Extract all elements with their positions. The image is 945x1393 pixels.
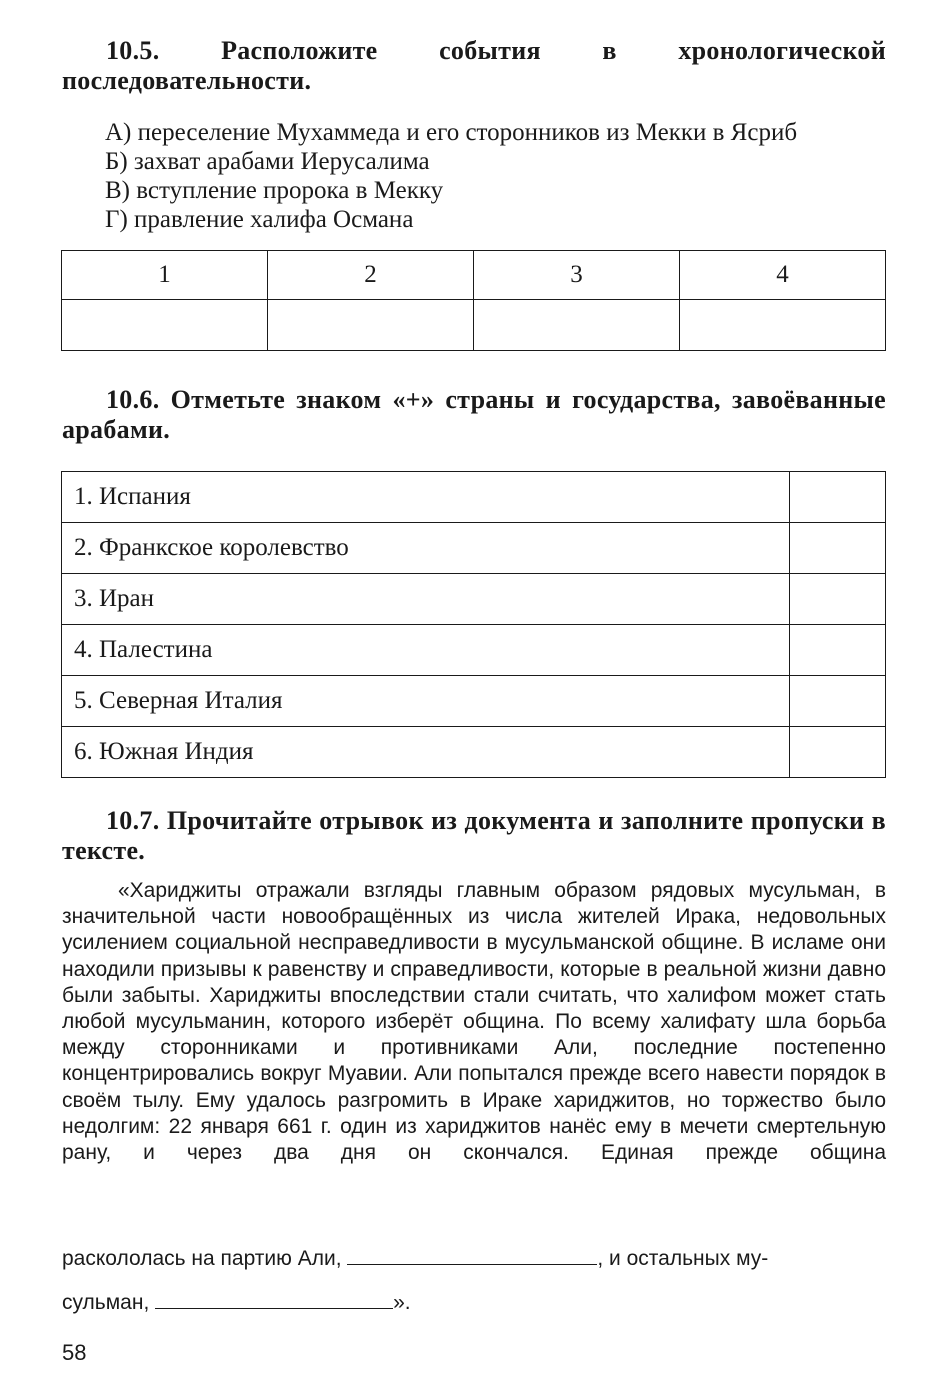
order-answer-cell[interactable] xyxy=(474,300,680,351)
option-b: Б) захват арабами Иерусалима xyxy=(105,148,430,175)
order-answer-table xyxy=(61,250,886,351)
fill-line-2-text-after: ». xyxy=(393,1291,411,1314)
country-row xyxy=(62,727,886,778)
task-10-7-title: 10.7. Прочитайте отрывок из документа и заполните пропуски в тексте. xyxy=(62,806,886,865)
country-row xyxy=(62,574,886,625)
option-a: А) переселение Мухаммеда и его сторонников из Мекки в Ясриб xyxy=(105,119,798,146)
task-10-5-title: 10.5. Расположите события в хронологической последовательности. xyxy=(62,36,886,95)
blank-1[interactable] xyxy=(347,1244,597,1265)
country-label: 6. Южная Индия xyxy=(62,727,790,778)
order-answer-cell[interactable] xyxy=(62,300,268,351)
document-passage: «Хариджиты отражали взгляды главным образом рядовых мусульман, в значительной части новообращённых из числа жителей Ирака, недовольных усилением социальной несправедливости в мусульманской общине. В исламе они находили призывы к равенству и справедливости, которые в реальной жизни давно были забыты. Хариджиты впоследствии стали считать, что халифом может стать любой мусульманин, которого изберёт община. По всему халифату шла борьба между сторонниками и противниками Али, последние постепенно концентрировались вокруг Муавии. Али попытался прежде всего навести порядок в своём тылу. Ему удалось разгромить в Ираке хариджитов, но торжество было недолгим: 22 января 661 г. один из хариджитов нанёс ему в мечети смертельную рану, и через два дня он скончался. Единая прежде община xyxy=(62,879,886,1165)
country-row xyxy=(62,625,886,676)
fill-line-2 xyxy=(62,1288,886,1316)
country-label: 1. Испания xyxy=(62,472,790,523)
fill-line-1-text-after: , и остальных му- xyxy=(597,1247,769,1270)
order-header-cell: 3 xyxy=(474,251,680,300)
order-header-cell: 2 xyxy=(268,251,474,300)
country-mark-cell[interactable] xyxy=(790,625,886,676)
country-mark-cell[interactable] xyxy=(790,472,886,523)
fill-line-2-text-before: сульман, xyxy=(62,1291,156,1314)
order-header-cell: 4 xyxy=(680,251,886,300)
fill-line-1-text-before: раскололась на партию Али, xyxy=(62,1247,348,1270)
country-mark-cell[interactable] xyxy=(790,523,886,574)
country-label: 4. Палестина xyxy=(62,625,790,676)
option-d: Г) правление халифа Османа xyxy=(105,206,414,233)
task-10-6-title: 10.6. Отметьте знаком «+» страны и государства, завоёванные арабами. xyxy=(62,385,886,444)
country-row xyxy=(62,472,886,523)
blank-2[interactable] xyxy=(155,1288,393,1309)
country-row xyxy=(62,676,886,727)
page-number: 58 xyxy=(62,1340,87,1365)
country-label: 2. Франкское королевство xyxy=(62,523,790,574)
country-label: 3. Иран xyxy=(62,574,790,625)
option-c: В) вступление пророка в Мекку xyxy=(105,177,444,204)
order-header-cell: 1 xyxy=(62,251,268,300)
fill-line-1 xyxy=(62,1244,886,1272)
country-mark-cell[interactable] xyxy=(790,574,886,625)
task-10-5-options xyxy=(105,118,797,234)
countries-table xyxy=(61,471,886,778)
country-mark-cell[interactable] xyxy=(790,676,886,727)
country-label: 5. Северная Италия xyxy=(62,676,790,727)
country-mark-cell[interactable] xyxy=(790,727,886,778)
order-answer-cell[interactable] xyxy=(268,300,474,351)
order-answer-cell[interactable] xyxy=(680,300,886,351)
country-row xyxy=(62,523,886,574)
